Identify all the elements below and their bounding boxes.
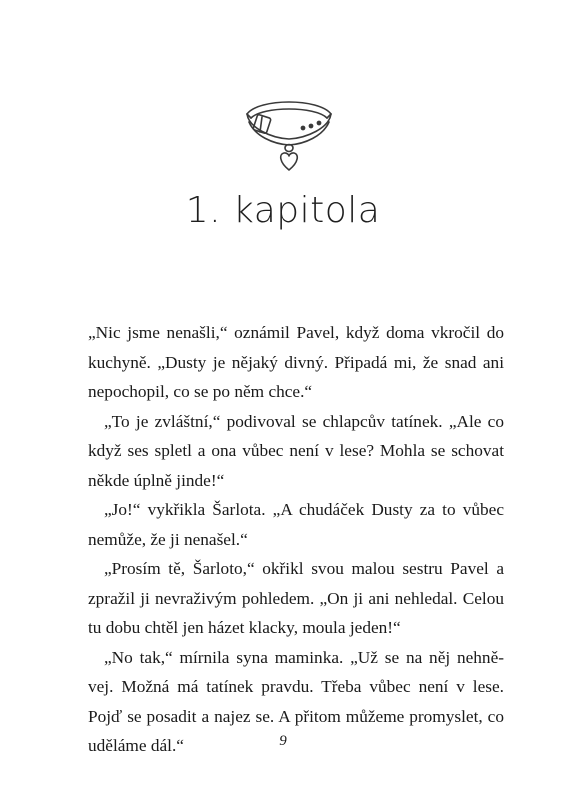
dog-collar-icon xyxy=(241,92,337,176)
chapter-title: 1. kapitola xyxy=(185,190,381,231)
paragraph: „Jo!“ vykřikla Šarlota. „A chudáček Dusty za to vůbec nemůže, že ji nenašel.“ xyxy=(88,500,504,549)
paragraph: „To je zvláštní,“ podivoval se chlapcův tatínek. „Ale co když ses spletl a ona vůbec není v lese? Mohla se schovat někde úplně jinde!“ xyxy=(88,411,504,490)
paragraph: „No tak,“ mírnila syna maminka. „Už se na něj nehně-vej. Možná má tatínek pravdu. Třeba vůbec není v lese. Pojď se posadit a najez se. A přitom můžeme promyslet, co uděláme dál.“ xyxy=(88,647,504,755)
page-number: 9 xyxy=(279,733,287,749)
chapter-body xyxy=(88,318,504,761)
paragraph: „Prosím tě, Šarloto,“ okřikl svou malou sestru Pavel a zpražil ji nevraživým pohledem. „On ji ani nehledal. Celou tu dobu chtěl jen házet klacky, moula jeden!“ xyxy=(88,559,504,637)
paragraph: „Nic jsme nenašli,“ oznámil Pavel, když doma vkročil do kuchyně. „Dusty je nějaký divný. Připadá mi, že snad ani nepochopil, co se po něm chce.“ xyxy=(88,323,504,401)
